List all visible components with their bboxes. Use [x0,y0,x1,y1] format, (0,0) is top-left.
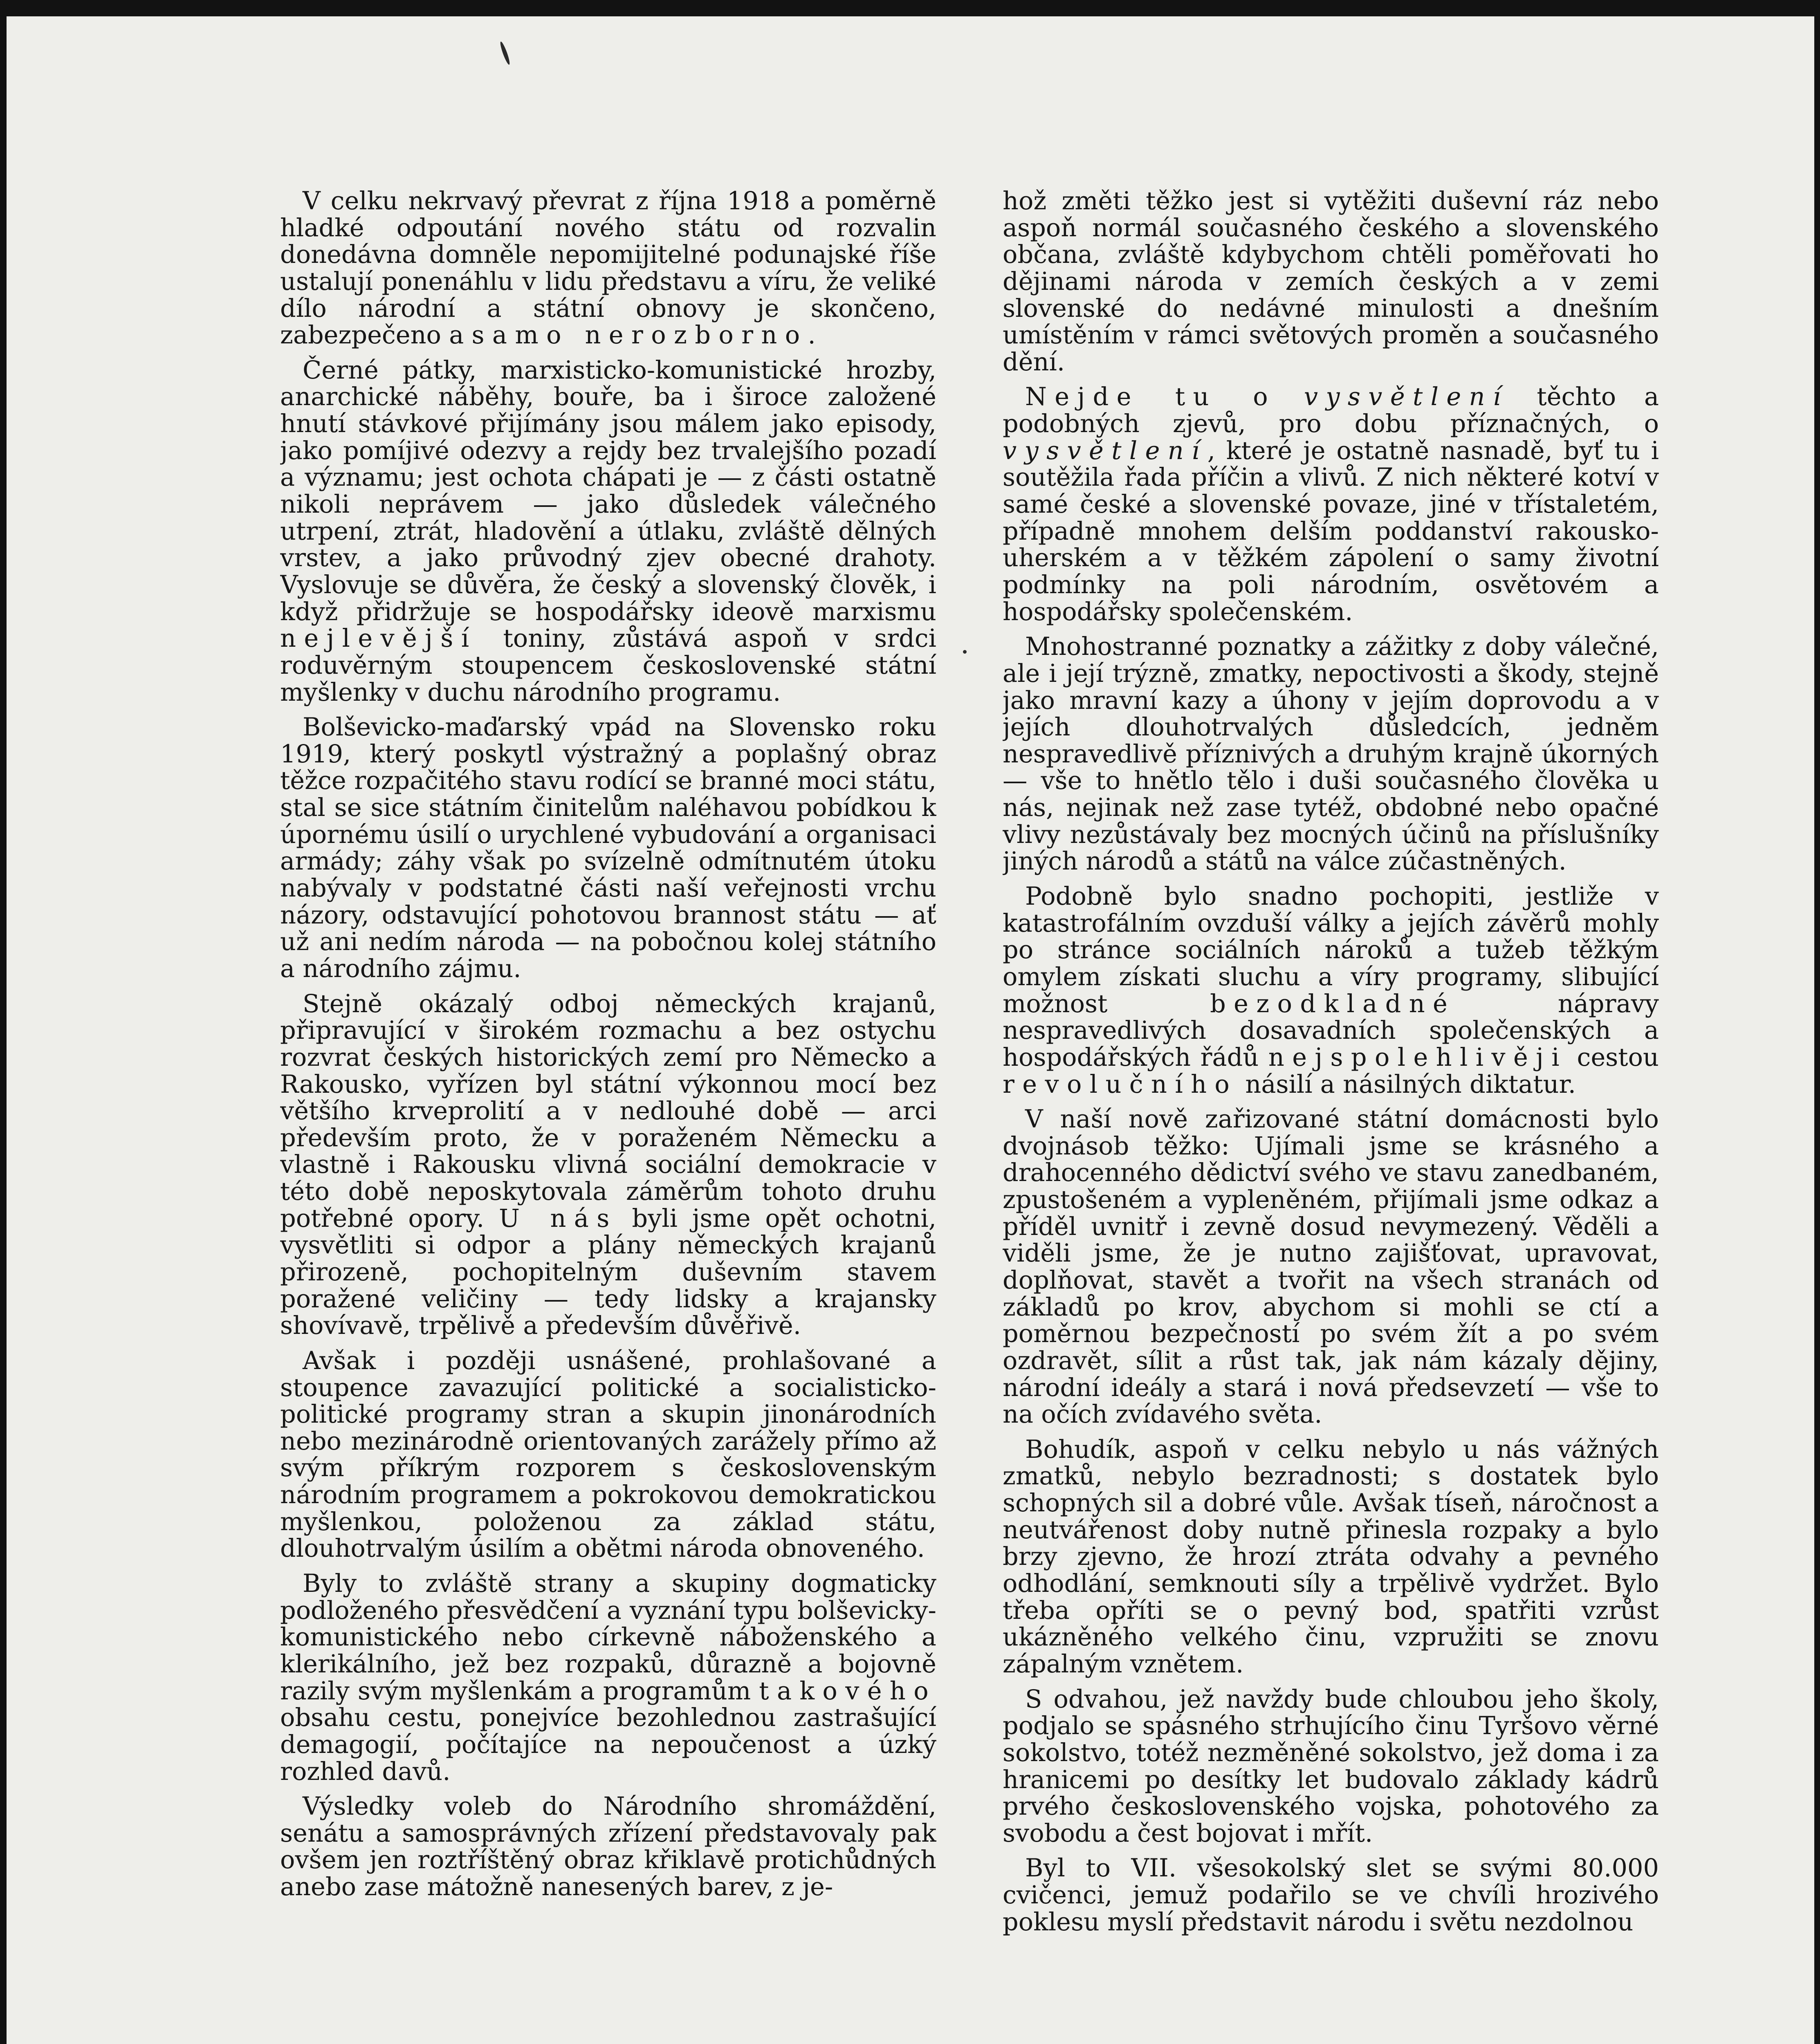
paragraph: V celku nekrvavý převrat z října 1918 a poměrně hladké odpoutání nového státu od rozvalin donedávna domněle nepomijitelné podunajské říše ustalují ponenáhlu v lidu představu a víru, že veliké dílo národní a státní obnovy je skončeno, zabezpečeno a samo nerozborno. [280,188,936,350]
paragraph: hož změti těžko jest si vytěžiti duševní ráz nebo aspoň normál současného českého a slovenského občana, zvláště kdybychom chtěli poměřovati ho dějinami národa v zemích českých a v zemi slovenské do nedávné minulosti a dnešním umístěním v rámci světových proměn a současného dění. [1003,188,1659,377]
paragraph: Stejně okázalý odboj německých krajanů, připravující v širokém rozmachu a bez ostychu rozvrat českých historických zemí pro Německo a Rakousko, vyřízen byl státní výkonnou mocí bez většího krveprolití a v nedlouhé době — arci především proto, že v poraženém Německu a vlastně i Rakousku vlivná sociální demokracie v této době neposkytovala záměrům tohoto druhu potřebné opory. U nás byli jsme opět ochotni, vysvětliti si odpor a plány německých krajanů přirozeně, pochopitelným duševním stavem poražené veličiny — tedy lidsky a krajansky shovívavě, trpělivě a především důvěřivě. [280,989,936,1340]
scan-border-right [1814,0,1820,2044]
paragraph: Výsledky voleb do Národního shromáždění, senátu a samosprávných zřízení představovaly pak ovšem jen roztříštěný obraz křiklavě protichůdných anebo zase mátožně nanesených barev, z je- [280,1792,936,1902]
left-text-column [280,188,936,2044]
paragraph: Mnohostranné poznatky a zážitky z doby válečné, ale i její trýzně, zmatky, nepoctivosti a škody, stejně jako mravní kazy a úhony v jejím doprovodu a v jejích dlouhotrvalých důsledcích, jedněm nespravedlivě příznivých a druhým krajně úkorných — vše to hnětlo tělo i duši současného člověka u nás, nejinak než zase tytéž, obdobné nebo opačné vlivy nezůstávaly bez mocných účinů na příslušníky jiných národů a států na válce zúčastněných. [1003,632,1659,876]
paragraph: S odvahou, jež navždy bude chloubou jeho školy, podjalo se spásného strhujícího činu Tyršovo věrné sokolstvo, totéž nezměněné sokolstvo, jež doma i za hranicemi po desítky let budovalo základy kádrů prvého československého vojska, pohotového za svobodu a čest bojovat i mřít. [1003,1685,1659,1848]
paragraph: Bohudík, aspoň v celku nebylo u nás vážných zmatků, nebylo bezradnosti; s dostatek bylo schopných sil a dobré vůle. Avšak tíseň, náročnost a neutvářenost doby nutně přinesla rozpaky a bylo brzy zjevno, že hrozí ztráta odvahy a pevného odhodlání, semknouti síly a trpělivě vydržet. Bylo třeba opříti se o pevný bod, spatřiti vzrůst ukázněného velkého činu, vzpružiti se znovu zápalným vznětem. [1003,1435,1659,1679]
paragraph: Byly to zvláště strany a skupiny dogmaticky podloženého přesvědčení a vyznání typu bolševicky-komunistického nebo církevně náboženského a klerikálního, jež bez rozpaků, důrazně a bojovně razily svým myšlenkám a programům takového obsahu cestu, ponejvíce bezohlednou zastrašující demagogií, počítajíce na nepoučenost a úzký rozhled davů. [280,1569,936,1786]
paragraph: Avšak i později usnášené, prohlašované a stoupence zavazující politické a socialisticko-politické programy stran a skupin jinonárodních nebo mezinárodně orientovaných zarážely přímo až svým příkrým rozporem s československým národním programem a pokrokovou demokratickou myšlenkou, položenou za základ státu, dlouhotrvalým úsilím a obětmi národa obnoveného. [280,1346,936,1563]
right-text-column [1003,188,1659,2044]
paragraph: V naší nově zařizované státní domácnosti bylo dvojnásob těžko: Ujímali jsme se krásného a drahocenného dědictví svého ve stavu zanedbaném, zpustošeném a vypleněném, přijímali jsme odkaz a příděl uvnitř i zevně dosud nevymezený. Věděli a viděli jsme, že je nutno zajišťovat, upravovat, doplňovat, stavět a tvořit na všech stranách od základů po krov, abychom si mohli se ctí a poměrnou bezpečností po svém žít a po svém ozdravět, sílit a růst tak, jak nám kázaly dějiny, národní ideály a stará i nová předsevzetí — vše to na očích zvídavého světa. [1003,1105,1659,1429]
paragraph: Bolševicko-maďarský vpád na Slovensko roku 1919, který poskytl výstražný a poplašný obraz těžce rozpačitého stavu rodící se branné moci státu, stal se sice státním činitelům naléhavou pobídkou k úpornému úsilí o urychlené vybudování a organisaci armády; záhy však po svízelně odmítnutém útoku nabývaly v podstatné části naší veřejnosti vrchu názory, odstavující pohotovou brannost státu — ať už ani nedím národa — na pobočnou kolej státního a národního zájmu. [280,713,936,983]
paragraph: Podobně bylo snadno pochopiti, jestliže v katastrofálním ovzduší války a jejích závěrů mohly po stránce sociálních nároků a tužeb těžkým omylem získati sluchu a víry programy, slibující možnost bezodkladné nápravy nespravedlivých dosavadních společenských a hospodářských řádů nejspolehlivěji cestou revolučního násilí a násilných diktatur. [1003,882,1659,1099]
scan-speck [963,650,967,654]
paragraph: Černé pátky, marxisticko-komunistické hrozby, anarchické náběhy, bouře, ba i široce založené hnutí stávkové přijímány jsou málem jako episody, jako pomíjivé odezvy a rejdy bez trvalejšího pozadí a významu; jest ochota chápati je — z části ostatně nikoli neprávem — jako důsledek válečného utrpení, ztrát, hladovění a útlaku, zvláště dělných vrstev, a jako průvodný zjev obecné drahoty. Vyslovuje se důvěra, že český a slovenský člověk, i když přidržuje se hospodářsky ideově marxismu nejlevější toniny, zůstává aspoň v srdci roduvěrným stoupencem československé státní myšlenky v duchu národního programu. [280,356,936,707]
paragraph: Nejde tu o vysvětlení těchto a podobných zjevů, pro dobu příznačných, o vysvětlení, které je ostatně nasnadě, byť tu i soutěžila řada příčin a vlivů. Z nich některé kotví v samé české a slovenské povaze, jiné v třístaletém, případně mnohem delším poddanství rakousko-uherském a v těžkém zápolení o samy životní podmínky na poli národním, osvětovém a hospodářsky společenském. [1003,383,1659,626]
scan-border-left [0,0,7,2044]
scan-border-top [0,0,1820,16]
paragraph: Byl to VII. všesokolský slet se svými 80.000 cvičenci, jemuž podařilo se ve chvíli hrozivého poklesu myslí představit národu i světu nezdolnou [1003,1854,1659,1936]
